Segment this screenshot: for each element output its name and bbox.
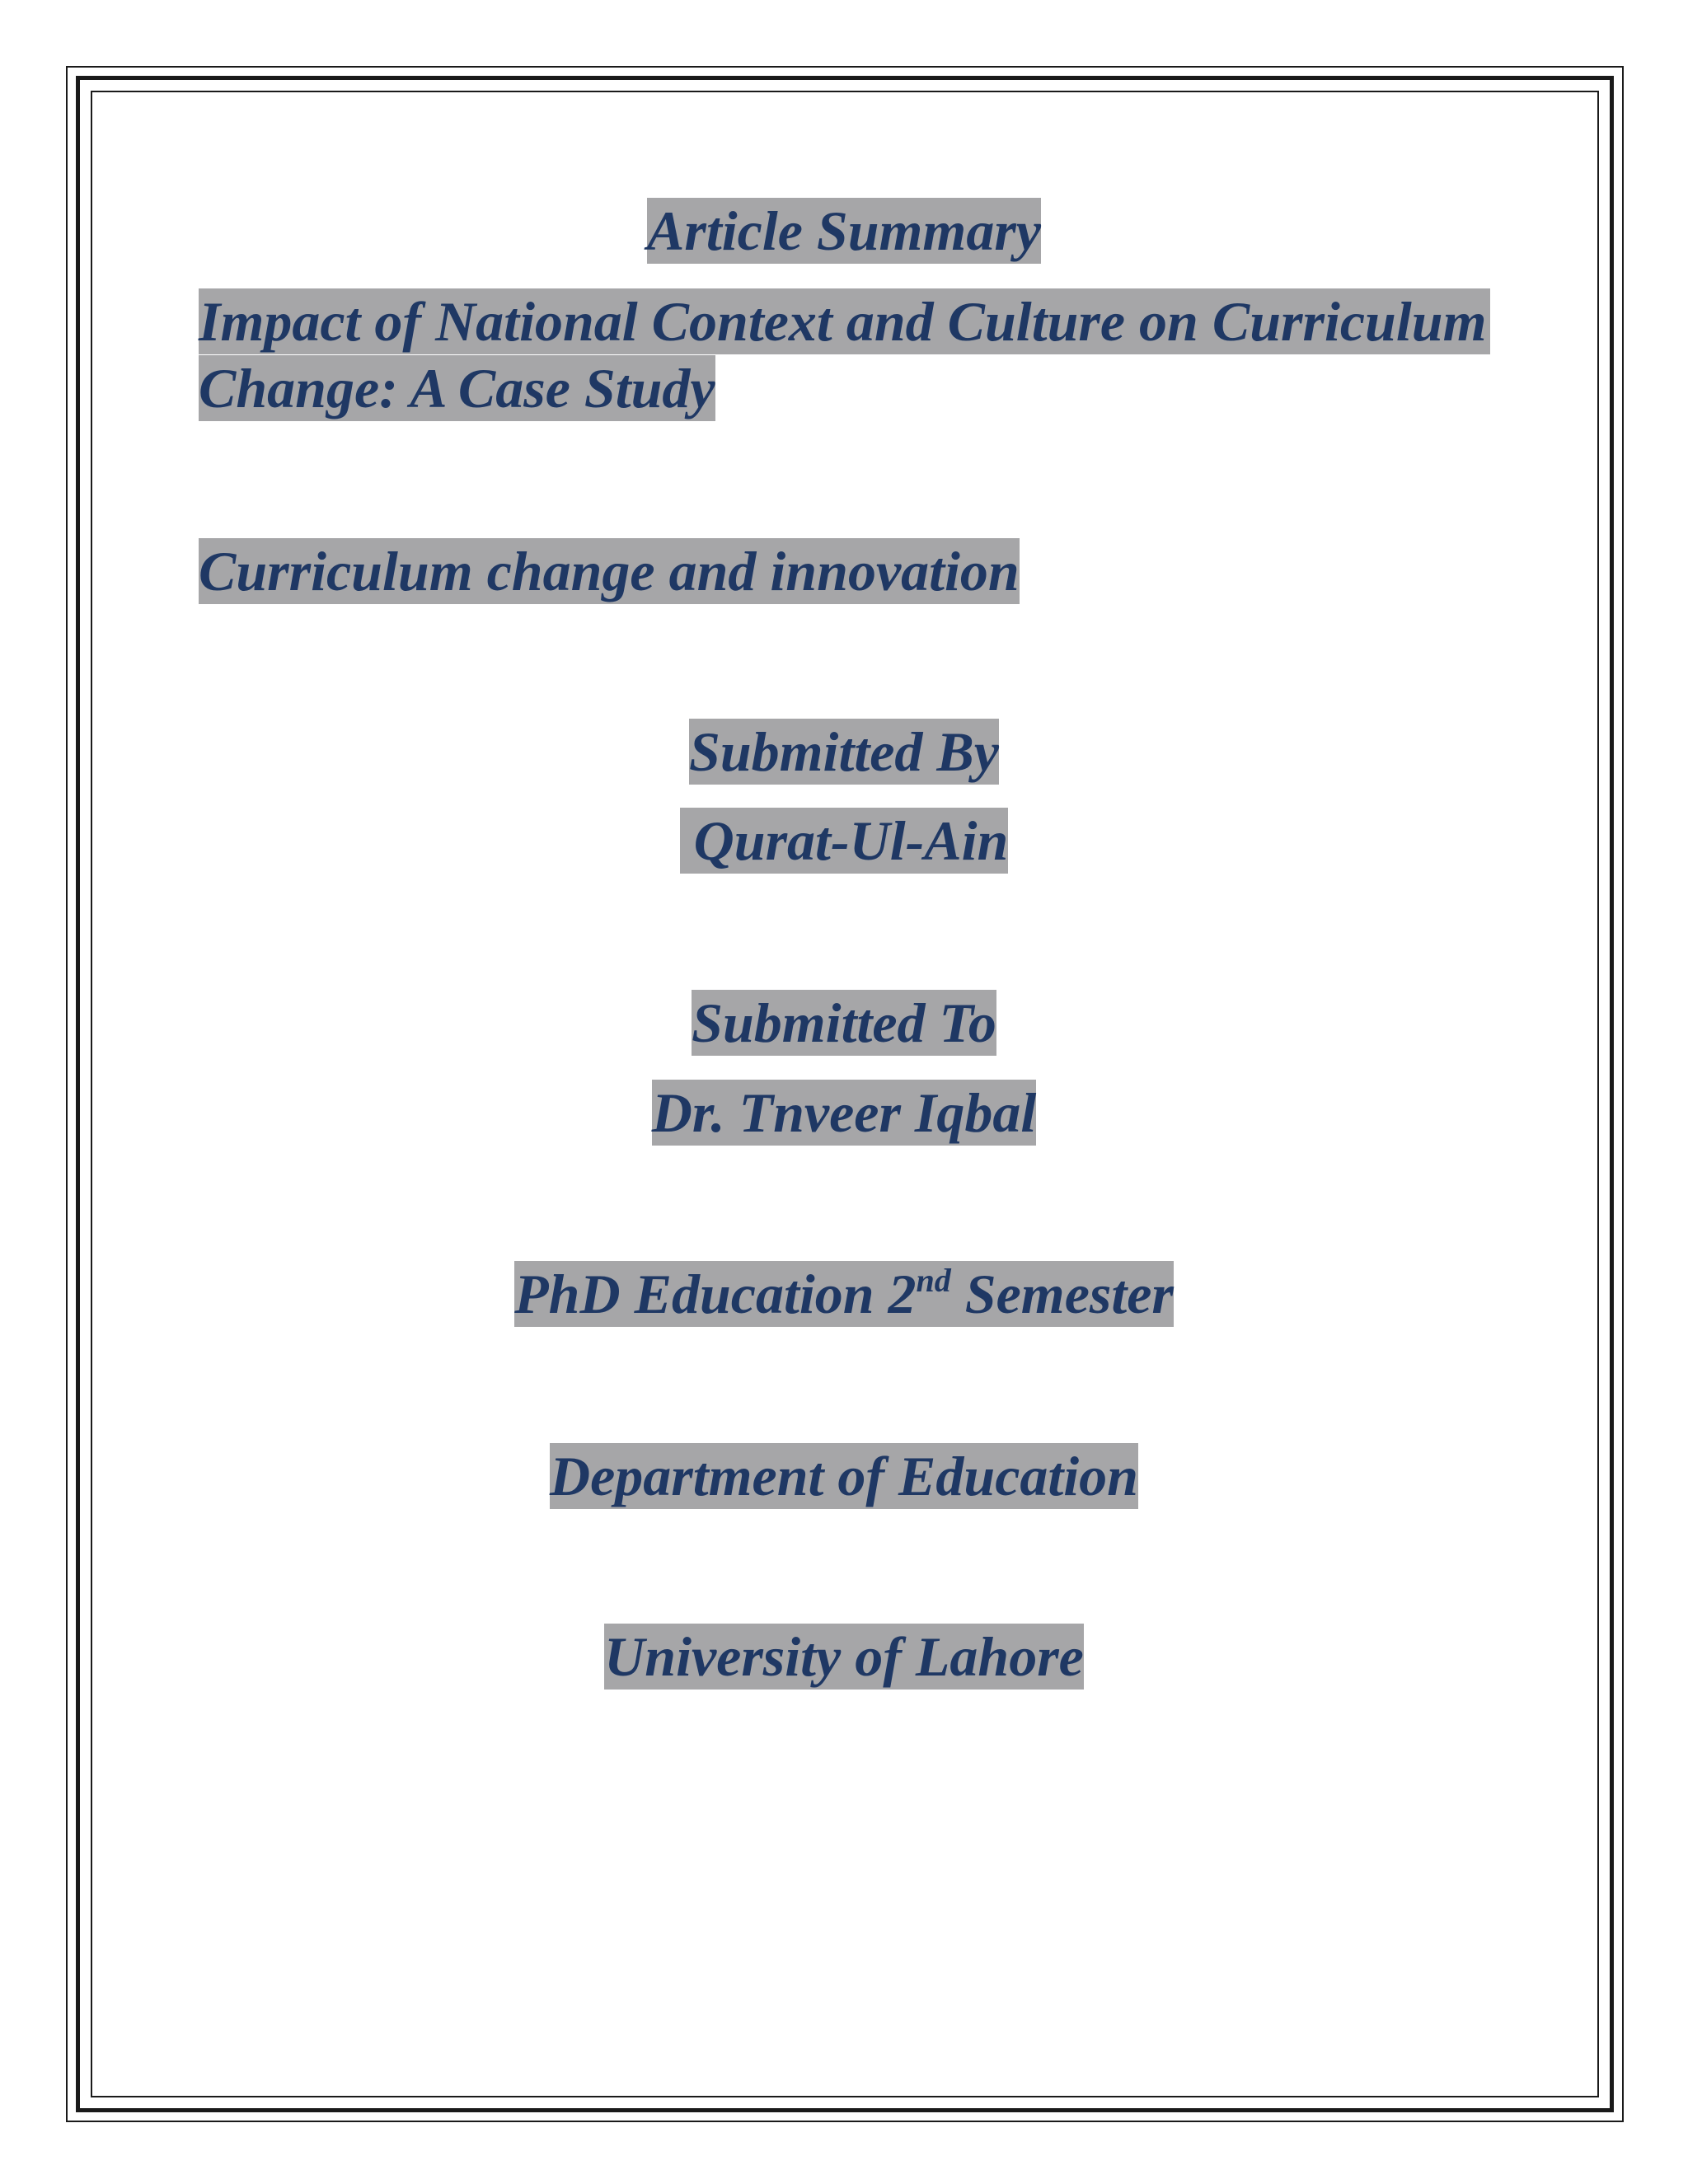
document-heading: Article Summary (647, 199, 1041, 262)
course-name: Curriculum change and innovation (199, 540, 1020, 602)
university-line (0, 1624, 1688, 1690)
heading-line (0, 198, 1688, 264)
submitted-by-line (0, 719, 1688, 785)
program-suffix: Semester (950, 1263, 1174, 1325)
submitted-by-label: Submitted By (689, 720, 999, 783)
department-line (0, 1443, 1688, 1509)
article-title-line-1: Impact of National Context and Culture on Curriculum (199, 288, 1490, 354)
article-title-line-2: Change: A Case Study (199, 357, 715, 419)
university-name: University of Lahore (604, 1625, 1084, 1688)
program-line (0, 1261, 1688, 1327)
submitted-to-name-line (0, 1080, 1688, 1146)
submitted-to-line (0, 990, 1688, 1056)
supervisor-name: Dr. Tnveer Iqbal (651, 1081, 1037, 1144)
student-name: Qurat-Ul-Ain (679, 809, 1009, 872)
department-name: Department of Education (549, 1445, 1139, 1507)
submitted-to-label: Submitted To (692, 991, 996, 1054)
program-superscript: nd (916, 1262, 951, 1299)
program-prefix: PhD Education 2 (514, 1263, 917, 1325)
submitted-by-name-line (0, 808, 1688, 874)
program-semester (514, 1261, 1174, 1327)
